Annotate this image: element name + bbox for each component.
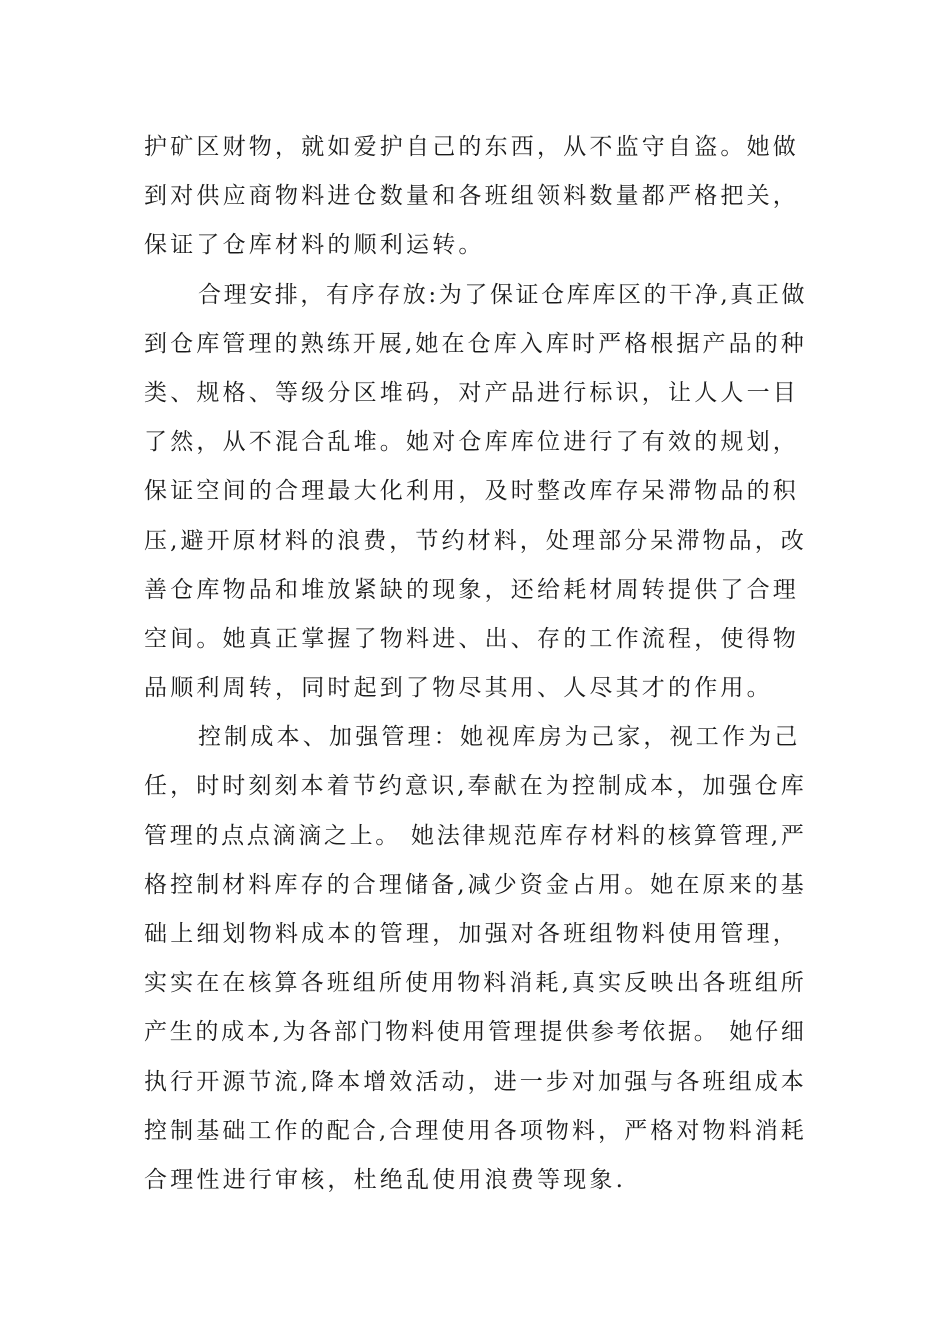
text-line: 管理的点点滴滴之上。 她法律规范库存材料的核算管理,严	[144, 822, 807, 849]
text-line: 了然，从不混合乱堆。她对仓库库位进行了有效的规划，	[144, 429, 799, 456]
text-line: 善仓库物品和堆放紧缺的现象，还给耗材周转提供了合理	[144, 576, 799, 603]
text-line: 控制基础工作的配合,合理使用各项物料，严格对物料消耗	[144, 1117, 807, 1144]
text-line: 实实在在核算各班组所使用物料消耗,真实反映出各班组所	[144, 970, 807, 997]
text-line: 保证了仓库材料的顺利运转。	[144, 232, 485, 259]
text-line: 到仓库管理的熟练开展,她在仓库入库时严格根据产品的种	[144, 330, 807, 357]
text-line: 到对供应商物料进仓数量和各班组领料数量都严格把关，	[144, 183, 799, 210]
document-body	[144, 123, 806, 1205]
text-line: 空间。她真正掌握了物料进、出、存的工作流程，使得物	[144, 625, 799, 652]
text-line: 品顺利周转，同时起到了物尽其用、人尽其才的作用。	[144, 675, 773, 702]
text-line: 类、规格、等级分区堆码，对产品进行标识，让人人一目	[144, 379, 799, 406]
text-line: 保证空间的合理最大化利用，及时整改库存呆滞物品的积	[144, 478, 799, 505]
text-line: 础上细划物料成本的管理，加强对各班组物料使用管理，	[144, 921, 799, 947]
text-line: 任，时时刻刻本着节约意识,奉献在为控制成本，加强仓库	[144, 773, 807, 800]
text-line: 护矿区财物，就如爱护自己的东西，从不监守自盗。她做	[144, 134, 799, 160]
paragraph-first-line: 控制成本、加强管理：她视库房为己家，视工作为己	[198, 724, 801, 751]
text-line: 产生的成本,为各部门物料使用管理提供参考依据。 她仔细	[144, 1019, 807, 1046]
text-line: 压,避开原材料的浪费，节约材料，处理部分呆滞物品，改	[144, 527, 807, 554]
text-line: 执行开源节流,降本增效活动，进一步对加强与各班组成本	[144, 1068, 807, 1095]
text-line: 格控制材料库存的合理储备,减少资金占用。她在原来的基	[144, 871, 807, 898]
text-line: 合理性进行审核，杜绝乱使用浪费等现象.	[144, 1166, 627, 1193]
paragraph-first-line: 合理安排，有序存放:为了保证仓库库区的干净,真正做	[198, 281, 808, 308]
